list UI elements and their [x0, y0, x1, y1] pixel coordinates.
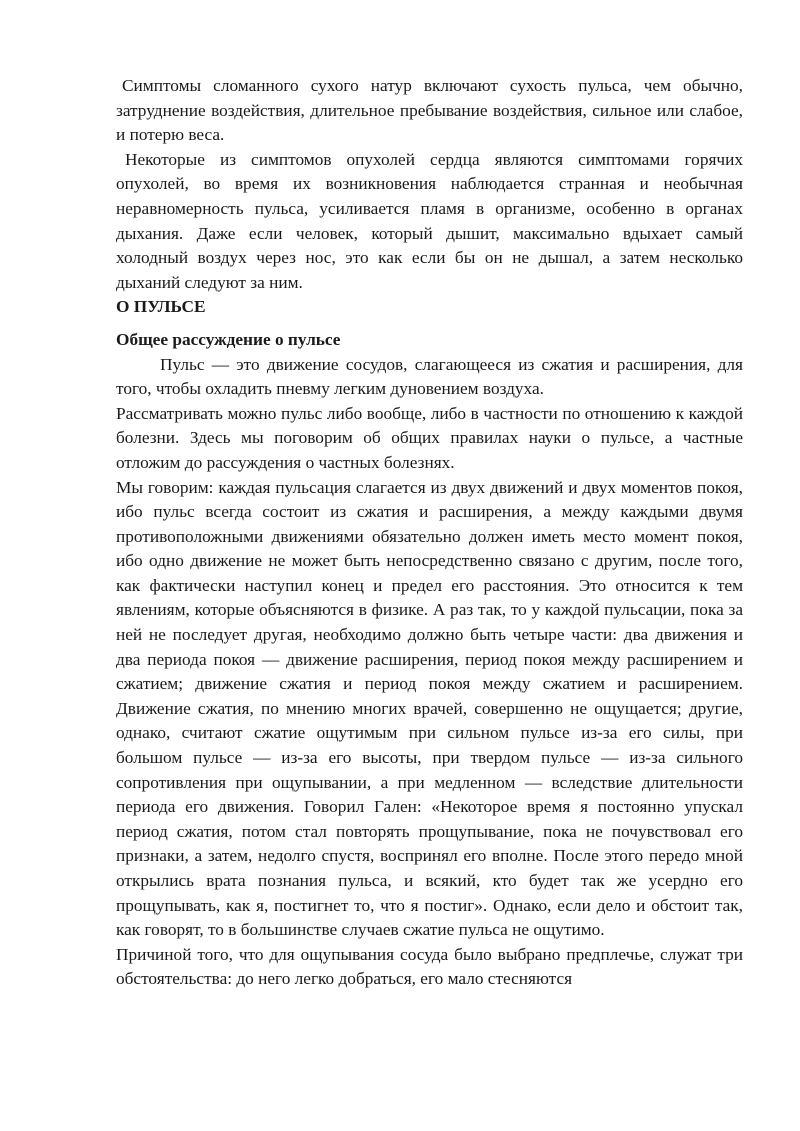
paragraph-dry-nature-symptoms: Симптомы сломанного сухого натур включают сухость пульса, чем обычно, затруднение воздействия, длительное пребывание воздействия, сильное или слабое, и потерю веса. — [116, 76, 743, 145]
paragraph-pulse-definition: Пульс — это движение сосудов, слагающееся из сжатия и расширения, для того, чтобы охладить пневму легким дуновением воздуха. — [116, 354, 743, 399]
paragraph-pulse-general-particular: Рассматривать можно пульс либо вообще, либо в частности по отношению к каждой болезни. Здесь мы поговорим об общих правилах науки о пульсе, а частные отложим до рассуждения о частных болезнях. — [116, 403, 743, 472]
paragraph-heart-tumor-symptoms: Некоторые из симптомов опухолей сердца являются симптомами горячих опухолей, во время их возникновения наблюдается странная и необычная неравномерность пульса, усиливается пламя в организме, особенно в органах дыхания. Даже если человек, который дышит, максимально вдыхает самый холодный воздух через нос, это как если бы он не дышал, а затем несколько дыханий следуют за ним. — [116, 149, 743, 292]
subsection-heading: Общее рассуждение о пульсе — [116, 329, 341, 349]
paragraph-pulse-movements: Мы говорим: каждая пульсация слагается из двух движений и двух моментов покоя, ибо пульс всегда состоит из сжатия и расширения, а между каждыми двумя противоположными движениями обязательно должен иметь место момент покоя, ибо одно движение не может быть непосредственно связано с другим, после того, как фактически наступил конец и предел его расстояния. Это относится к тем явлениям, которые объясняются в физике. А раз так, то у каждой пульсации, пока за ней не последует другая, необходимо должно быть четыре части: два движения и два периода покоя — движение расширения, период покоя между расширением и сжатием; движение сжатия и период покоя между сжатием и расширением. Движение сжатия, по мнению многих врачей, совершенно не ощущается; другие, однако, считают сжатие ощутимым при сильном пульсе из-за его силы, при большом пульсе — из-за его высоты, при твердом пульсе — из-за сильного сопротивления при ощупывании, а при медленном — вследствие длительности периода его движения. Говорил Гален: «Некоторое время я постоянно упускал период сжатия, потом стал повторять прощупывание, пока не почувствовал его признаки, а затем, недолго спустя, воспринял его вполне. После этого передо мной открылись врата познания пульса, и всякий, кто будет так же усердно его прощупывать, как я, постигнет то, что я постиг». Однако, если дело и обстоит так, как говорят, то в большинстве случаев сжатие пульса не ощутимо. — [116, 477, 743, 940]
section-heading: О ПУЛЬСЕ — [116, 297, 206, 317]
paragraph-forearm-reasons: Причиной того, что для ощупывания сосуда было выбрано предплечье, служат три обстоятельства: до него легко добраться, его мало стесняются — [116, 944, 743, 989]
